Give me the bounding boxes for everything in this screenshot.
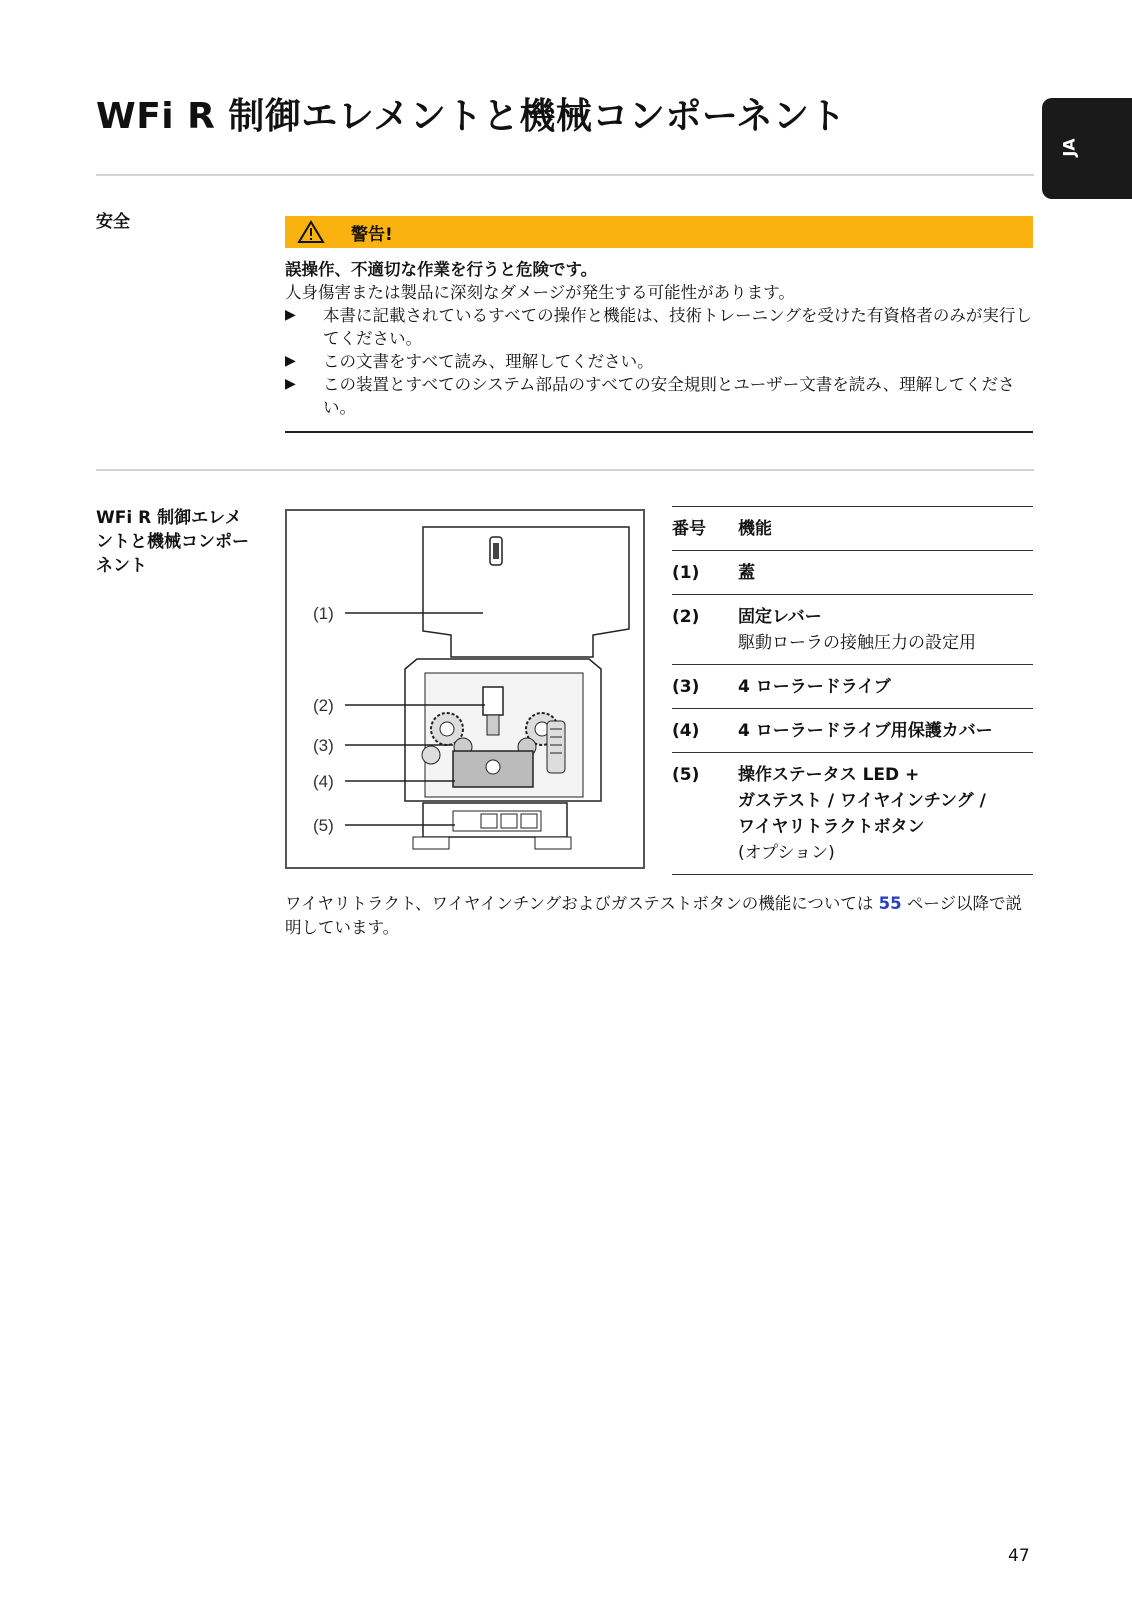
table-row: (1) 蓋 <box>672 550 1033 594</box>
table-row: (5) 操作ステータス LED + ガステスト / ワイヤインチング / ワイヤリトラクトボタン (オプション) <box>672 752 1033 875</box>
table-row: (3) 4 ローラードライブ <box>672 664 1033 708</box>
wire-feeder-illustration <box>287 511 643 867</box>
language-tab[interactable] <box>1042 98 1132 199</box>
page-number: 47 <box>1008 1546 1030 1566</box>
warning-banner <box>285 216 1033 248</box>
column-header-number: 番号 <box>672 519 706 539</box>
callout-label: (2) <box>313 696 334 715</box>
warning-triangle-icon <box>297 220 325 244</box>
callout-label: (1) <box>313 604 334 623</box>
arrow-bullet-icon: ▶ <box>285 376 296 392</box>
callout-label: (3) <box>313 736 334 755</box>
list-item: ▶ この文書をすべて読み、理解してください。 <box>285 352 654 371</box>
table-row: (2) 固定レバー 駆動ローラの接触圧力の設定用 <box>672 594 1033 664</box>
page-link[interactable]: 55 <box>878 894 902 913</box>
device-figure <box>285 509 645 869</box>
components-table <box>672 506 1033 875</box>
divider <box>96 174 1034 176</box>
callout-label: (4) <box>313 772 334 791</box>
column-header-function: 機能 <box>738 519 772 539</box>
warning-label: 警告! <box>351 225 393 245</box>
list-item: ▶ 本書に記載されているすべての操作と機能は、技術トレーニングを受けた有資格者のみが実行してください。 <box>285 306 1032 348</box>
warning-description: 人身傷害または製品に深刻なダメージが発生する可能性があります。 <box>285 283 795 302</box>
warning-lead: 誤操作、不適切な作業を行うと危険です。 <box>285 260 598 279</box>
arrow-bullet-icon: ▶ <box>285 353 296 369</box>
callout-label: (5) <box>313 816 334 835</box>
safety-heading: 安全 <box>96 212 130 232</box>
list-item: ▶ この装置とすべてのシステム部品のすべての安全規則とユーザー文書を読み、理解してください。 <box>285 375 1015 417</box>
components-heading: WFi R 制御エレメントと機械コンポーネント <box>96 508 249 576</box>
language-tab-label: JA <box>1059 138 1079 157</box>
table-row: (4) 4 ローラードライブ用保護カバー <box>672 708 1033 752</box>
arrow-bullet-icon: ▶ <box>285 307 296 323</box>
warning-end-rule <box>285 431 1033 433</box>
divider <box>96 469 1034 471</box>
table-header-row <box>672 506 1033 550</box>
page-title: WFi R 制御エレメントと機械コンポーネント <box>96 96 847 137</box>
warning-body <box>285 258 1033 419</box>
page-reference-note: ワイヤリトラクト、ワイヤインチングおよびガステストボタンの機能については 55 ページ以降で説明しています。 <box>285 894 1023 937</box>
